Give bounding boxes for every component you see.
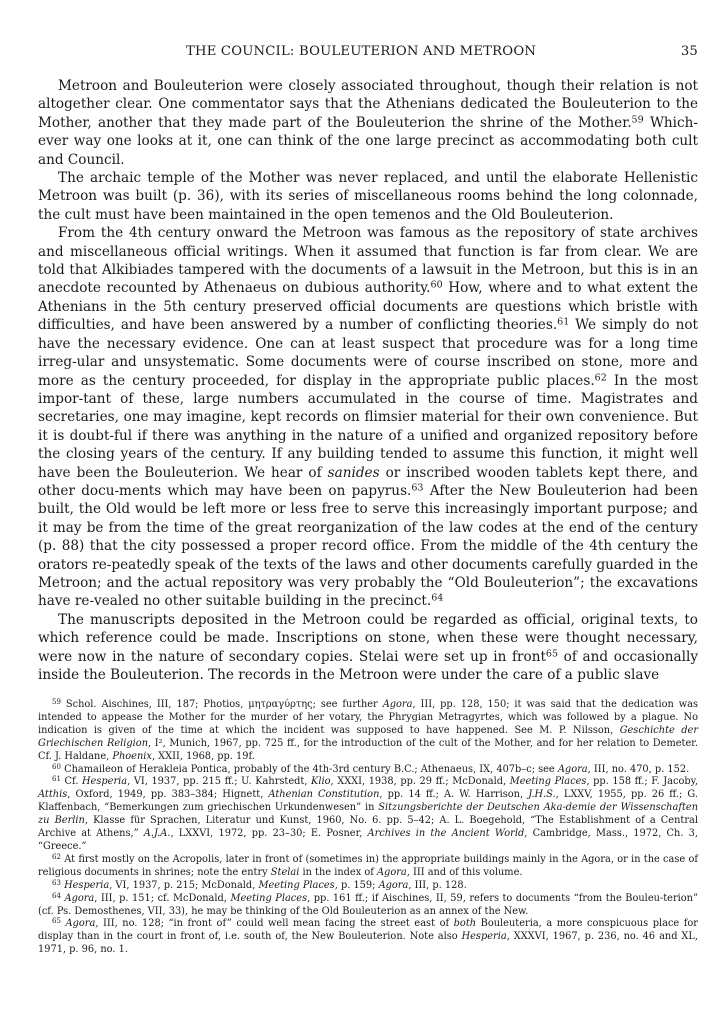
running-head <box>38 44 698 64</box>
text-segment: , III and of this volume. <box>406 866 523 878</box>
footnote-ref: 64 <box>431 593 444 605</box>
footnote <box>38 877 698 893</box>
footnote-number: 65 <box>52 916 61 926</box>
italic-text: Agora <box>382 699 413 710</box>
text-segment: , pp. 14 ff.; A. W. Harrison, <box>379 789 529 801</box>
footnote-number: 61 <box>52 774 61 784</box>
text-segment: , III, no. 128; “in front of” could well mean facing the street east of <box>95 918 454 930</box>
text-segment: , VI, 1937, pp. 215 ff.; U. Kahrstedt, <box>127 776 312 788</box>
text-segment: , pp. 158 ff.; F. Jacoby, <box>586 776 698 788</box>
text-segment: , Klasse für Sprachen, Literatur und Kunst, 1960, No. 6. pp. 5–42; A. L. Boegehold, “The Establishment of a Central Archive at Athens,” <box>38 815 698 840</box>
footnote-number: 60 <box>52 761 61 771</box>
text-segment: , III, pp. 128, 150; it was said that the dedication was intended to appease the Mother for the murder of her votary, the Phrygian Metragyrtes, which was followed by a plague. No indication is given of the time at which the incident was supposed to have happened. See M. P. Nilsson, <box>38 699 698 736</box>
footnote-ref: 61 <box>557 317 570 328</box>
text-segment: Bouleuteria, a more conspicuous place for display than in the court in front of, i.e. south of, the New Bouleuterion. Note also <box>38 918 698 943</box>
footnote <box>38 761 698 777</box>
text-segment: , I², Munich, 1967, pp. 725 ff., for the introduction of the cult of the Mother, and for her relation to Demeter. Cf. J. Haldane, <box>38 737 699 762</box>
text-segment: , III, no. 470, p. 152. <box>587 763 690 775</box>
footnote-ref: 65 <box>545 648 559 660</box>
italic-text: Klio <box>311 776 331 788</box>
footnote <box>38 699 698 764</box>
text-segment: Which-ever way one looks at it, one can think of the one large precinct as accommodating both cult and Council. <box>38 114 698 168</box>
italic-text: Hesperia <box>64 879 110 891</box>
text-segment: , LXXVI, 1972, pp. 23–30; E. Posner, <box>170 828 368 840</box>
footnotes <box>38 699 698 957</box>
italic-text: Sitzungsberichte der Deutschen Aka-demie der Wissenschaften zu Berlin <box>38 802 699 827</box>
text-segment: , XXII, 1968, pp. 19f. <box>151 750 255 762</box>
footnote-ref: 63 <box>411 482 424 494</box>
text-segment: , Cambridge, Mass., 1972, Ch. 3, “Greece.” <box>38 828 699 852</box>
text-segment: At first mostly on the Acropolis, later in front of (sometimes in) the appropriate buildings mainly in the Agora, or in the case of religious documents in shrines; note the entry <box>38 853 698 878</box>
text-segment: Cf. <box>60 776 83 788</box>
footnote-number: 63 <box>52 877 61 887</box>
italic-text: Agora <box>378 879 409 891</box>
italic-text: Atthis <box>38 789 68 801</box>
text-segment: , LXXV, 1955, pp. 26 ff.; G. Klaffenbach, “Bemerkungen zum griechischen Urkundenwesen” in <box>38 789 698 814</box>
italic-text: Agora <box>376 866 407 878</box>
body-paragraph <box>38 77 698 169</box>
italic-text: Hesperia <box>461 931 507 943</box>
text-segment: Metroon and Bouleuterion were closely associated throughout, though their relation is not altogether clear. One commentator says that the Athenians dedicated the Bouleuterion to the Mother, another that they made part of the Bouleuterion the shrine of the Mother. <box>38 78 698 131</box>
italic-text: A.J.A. <box>143 828 171 840</box>
body-paragraph <box>38 611 698 685</box>
running-head-title: THE COUNCIL: BOULEUTERION AND METROON <box>186 44 537 59</box>
body-paragraph <box>38 224 698 611</box>
italic-text: Agora <box>65 918 96 930</box>
footnote <box>38 854 698 880</box>
italic-text: J.H.S. <box>528 789 556 801</box>
text-segment: or inscribed wooden tablets kept there, and other docu-ments which may have been on papyrus. <box>38 464 699 499</box>
italic-text: Archives in the Ancient World <box>367 828 525 840</box>
text-segment: The archaic temple of the Mother was never replaced, and until the elaborate Hellenistic Metroon was built (p. 36), with its series of miscellaneous rooms behind the long colonnade, the cult must have been maintained in the open temenos and the Old Bouleuterion. <box>38 170 698 223</box>
italic-text: sanides <box>327 464 380 481</box>
text-segment: Schol. Aischines, III, 187; Photios, μητραγύρτης; see further <box>60 699 383 710</box>
footnote-ref: 59 <box>631 114 644 126</box>
footnote-ref: 62 <box>594 372 607 384</box>
text-segment: , XXXI, 1938, pp. 29 ff.; McDonald, <box>330 776 510 788</box>
italic-text: both <box>453 918 477 930</box>
text-segment: The manuscripts deposited in the Metroon could be regarded as official, original texts, to which reference could be made. Inscriptions on stone, when these were thought necessary, were now in the nature of secondary copies. Stelai were set up in front <box>38 611 698 665</box>
text-segment: , p. 159; <box>334 879 379 891</box>
italic-text: Meeting Places <box>258 879 335 891</box>
italic-text: Agora <box>64 892 95 904</box>
body-paragraph <box>38 169 698 224</box>
text-segment: , III, p. 128. <box>408 879 467 891</box>
text-segment: We simply do not have the necessary evidence. One can at least suspect that procedure was for a long time irreg-ular and unsystematic. Some documents were of course inscribed on stone, more and more as the century proceeded, for display in the appropriate public places. <box>38 317 698 389</box>
italic-text: Agora <box>557 763 588 775</box>
text-segment: , XXXVI, 1967, p. 236, no. 46 and XL, 1971, p. 96, no. 1. <box>38 931 698 956</box>
text-segment: Chamaileon of Herakleia Pontica, probably of the 4th-3rd century B.C.; Athenaeus, IX, 407b–c; see <box>60 763 558 775</box>
footnote <box>38 776 698 853</box>
footnote <box>38 890 699 919</box>
text-segment: , Oxford, 1949, pp. 383–384; Hignett, <box>67 789 269 801</box>
footnote <box>38 918 698 957</box>
footnote-number: 62 <box>52 852 61 862</box>
footnote-number: 59 <box>52 697 61 707</box>
italic-text: Athenian Constitution <box>268 789 380 801</box>
italic-text: Phoenix <box>112 750 152 762</box>
text-segment: , III, p. 151; cf. McDonald, <box>94 892 231 904</box>
italic-text: Stelai <box>270 866 300 878</box>
page-number: 35 <box>680 44 698 59</box>
text-segment: After the New Bouleuterion had been built, the Old would be left more or less free to serve this increasingly important purpose; and it may be from the time of the great reorganization of the law codes at the end of the century (p. 88) that the city possessed a proper record office. From the middle of the 4th century the orators re-peatedly speak of the texts of the laws and other documents carefully guarded in the Metroon; and the actual repository was very probably the “Old Bouleuterion”; the excavations have re-vealed no other suitable building in the precinct. <box>38 482 698 610</box>
text-segment: of and occasionally inside the Bouleuterion. The records in the Metroon were under the care of a public slave <box>38 648 698 683</box>
text-segment: in the index of <box>299 866 377 878</box>
text-segment: In the most impor-tant of these, large numbers accumulated in the course of time. Magistrates and secretaries, one may imagine, kept records on flimsier material for their own convenience. But it is doubt-ful if there was anything in the nature of a unified and organized repository before the closing years of the century. If any building tended to assume this function, it might well have been the Bouleuterion. We hear of <box>38 372 698 481</box>
text-segment: , VI, 1937, p. 215; McDonald, <box>109 879 259 891</box>
footnote-number: 64 <box>52 890 61 900</box>
body-text <box>38 77 698 684</box>
italic-text: Hesperia <box>82 776 128 788</box>
footnote-ref: 60 <box>430 280 443 292</box>
text-segment: How, where and to what extent the Athenians in the 5th century preserved official documents are questions which bristle with difficulties, and have been answered by a number of conflicting theories. <box>38 280 698 334</box>
text-segment: From the 4th century onward the Metroon was famous as the repository of state archives and miscellaneous official writings. When it assumed that function is far from clear. We are told that Alkibiades tampered with the documents of a lawsuit in the Metroon, but this is in an anecdote recounted by Athenaeus on dubious authority. <box>38 225 698 297</box>
italic-text: Meeting Places <box>509 776 587 788</box>
italic-text: Geschichte der Griechischen Religion <box>38 724 699 749</box>
italic-text: Meeting Places <box>230 892 308 904</box>
text-segment: , pp. 161 ff.; if Aischines, II, 59, refers to documents “from the Bouleu-terion” (cf. Ps. Demosthenes, VII, 33), he may be thinking of the Old Bouleuterion as an annex of the New. <box>38 892 699 917</box>
